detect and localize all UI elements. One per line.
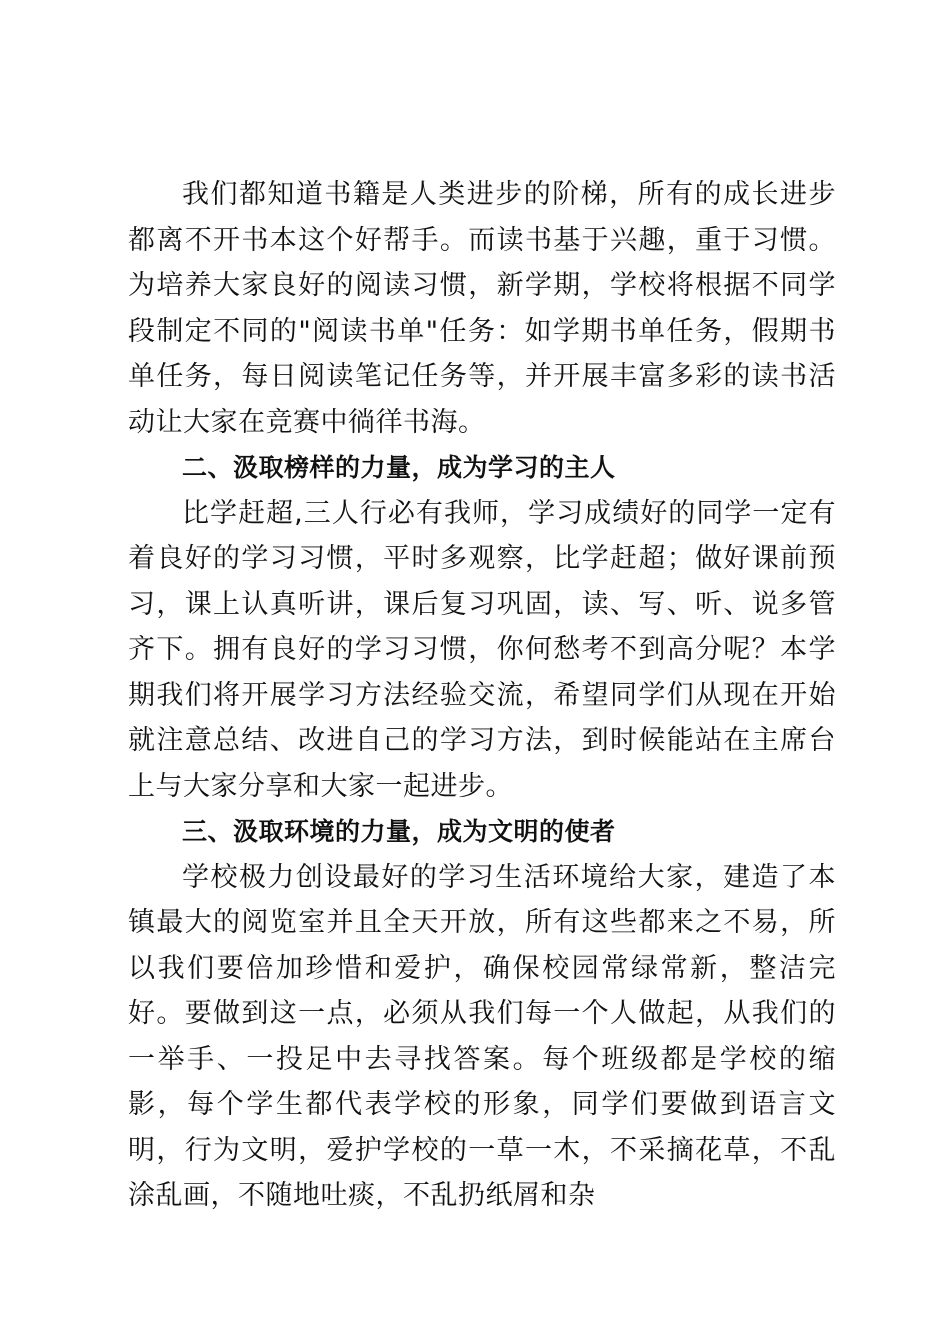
section-heading-role-models: 二、汲取榜样的力量，成为学习的主人 xyxy=(182,453,616,482)
section-heading-environment: 三、汲取环境的力量，成为文明的使者 xyxy=(182,817,616,846)
paragraph-reading-habits: 我们都知道书籍是人类进步的阶梯，所有的成长进步都离不开书本这个好帮手。而读书基于兴趣，重于习惯。为培养大家良好的阅读习惯，新学期，学校将根据不同学段制定不同的"阅读书单"任务：如学期书单任务，假期书单任务，每日阅读笔记任务等，并开展丰富多彩的读书活动让大家在竞赛中徜徉书海。 xyxy=(128,179,836,438)
paragraph-study-habits: 比学赶超,三人行必有我师，学习成绩好的同学一定有着良好的学习习惯，平时多观察，比学赶超；做好课前预习，课上认真听讲，课后复习巩固，读、写、听、说多管齐下。拥有良好的学习习惯，你何愁考不到高分呢？本学期我们将开展学习方法经验交流，希望同学们从现在开始就注意总结、改进自己的学习方法，到时候能站在主席台上与大家分享和大家一起进步。 xyxy=(128,497,836,802)
document-body xyxy=(128,172,836,1219)
paragraph-campus-environment: 学校极力创设最好的学习生活环境给大家，建造了本镇最大的阅览室并且全天开放，所有这些都来之不易，所以我们要倍加珍惜和爱护，确保校园常绿常新，整洁完好。要做到这一点，必须从我们每一个人做起，从我们的一举手、一投足中去寻找答案。每个班级都是学校的缩影，每个学生都代表学校的形象，同学们要做到语言文明，行为文明，爱护学校的一草一木，不采摘花草，不乱涂乱画，不随地吐痰，不乱扔纸屑和杂 xyxy=(128,861,836,1211)
